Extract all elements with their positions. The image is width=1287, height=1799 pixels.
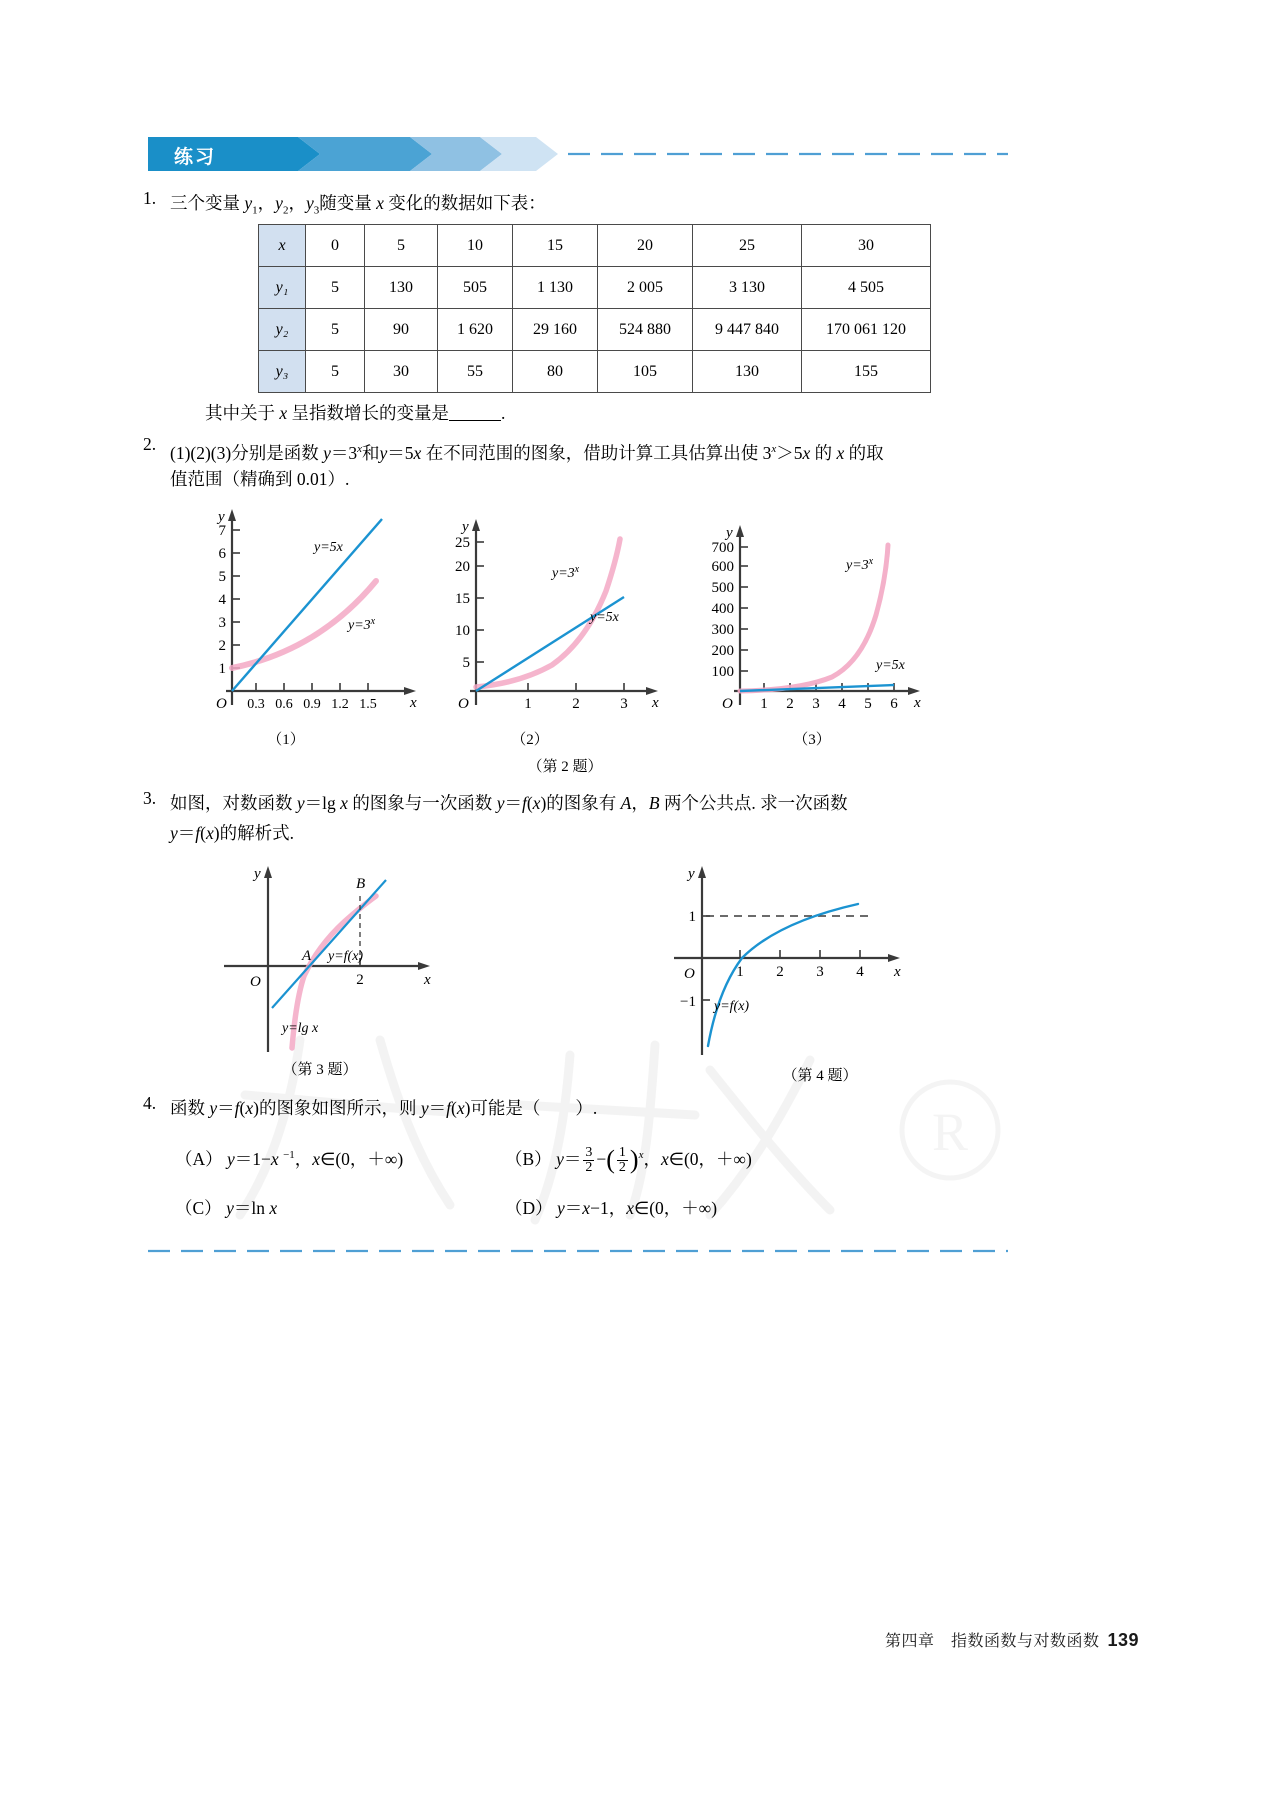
x-tick-labels: [736, 964, 864, 980]
q1-text-after: 变化的数据如下表：: [383, 193, 546, 213]
svg-text:1.2: 1.2: [331, 697, 349, 712]
cell: 2 005: [598, 267, 693, 309]
y-axis-label: y: [254, 866, 261, 882]
row-header-x: x: [259, 225, 306, 267]
y-axis-label: y: [688, 866, 695, 882]
curve-label-fx: y=f(x): [714, 999, 750, 1014]
x-tick-labels: [760, 696, 898, 712]
section-banner: [148, 137, 1008, 171]
svg-text:2: 2: [786, 696, 794, 712]
row-header-y3: y₃: [259, 351, 306, 393]
question-2-line1: (1)(2)(3)分别是函数 $y=3^x$和y＝5x 在不同范围的图象，借助计算工具估算出使 $3^x>5x$ 的 x 的取: [170, 442, 884, 463]
svg-text:200: 200: [711, 643, 734, 659]
option-A[interactable]: （A） y＝1−x $^{-1}$，x∈(0，＋∞): [175, 1148, 404, 1169]
svg-text:700: 700: [711, 540, 734, 556]
x-axis-label: x: [424, 972, 431, 988]
cell: 80: [513, 351, 598, 393]
question-3-figure-caption: （第 3 题）: [282, 1062, 358, 1078]
origin-label: O: [250, 974, 261, 990]
origin-label: O: [458, 696, 469, 712]
cell: 505: [438, 267, 513, 309]
svg-text:5: 5: [218, 569, 226, 585]
x-axis-label: x: [652, 695, 659, 711]
cell: 1 130: [513, 267, 598, 309]
cell: 25: [693, 225, 802, 267]
svg-text:5: 5: [462, 655, 470, 671]
curve-label-5x: y=5x: [876, 658, 905, 673]
svg-text:4: 4: [838, 696, 846, 712]
answer-blank[interactable]: [449, 420, 501, 421]
curve-label-3x: $y=3^x$: [552, 564, 580, 581]
cell: 1 620: [438, 309, 513, 351]
cell: 10: [438, 225, 513, 267]
svg-text:2: 2: [572, 696, 580, 712]
x-axis-label: x: [894, 964, 901, 980]
table-row: [259, 225, 931, 267]
svg-text:5: 5: [864, 696, 872, 712]
curve-label-3x: $y=3^x$: [348, 616, 376, 633]
question-2-line2: 值范围（精确到 0.01）.: [170, 469, 350, 489]
row-header-y2: y₂: [259, 309, 306, 351]
cell: 170 061 120: [802, 309, 931, 351]
svg-text:0.9: 0.9: [303, 697, 321, 712]
origin-label: O: [216, 696, 227, 712]
figure-2-2-caption: （2）: [511, 732, 549, 748]
option-B[interactable]: （B） y＝ $\frac{3}{2}$ −( $\frac{1}{2}$ )$^x$，x∈(0，＋∞): [505, 1144, 752, 1176]
x-tick-labels: [524, 696, 628, 712]
option-C[interactable]: （C） y＝ln x: [175, 1198, 278, 1218]
svg-text:10: 10: [455, 623, 470, 639]
row-header-y1: y₁: [259, 267, 306, 309]
table-row: [259, 351, 931, 393]
question-3-number: 3.: [143, 788, 157, 808]
cell: 15: [513, 225, 598, 267]
svg-text:3: 3: [812, 696, 820, 712]
cell: 3 130: [693, 267, 802, 309]
origin-label: O: [722, 696, 733, 712]
figure-2-1: [196, 505, 426, 720]
y-tick-labels: [219, 523, 227, 677]
cell: 90: [365, 309, 438, 351]
y-tick-labels: [712, 540, 735, 680]
question-4-number: 4.: [143, 1093, 157, 1113]
svg-text:400: 400: [711, 601, 734, 617]
figure-2-3: [680, 505, 940, 720]
question-1-text: 三个变量 $y_1$，$y_2$，$y_3$随变量 x 变化的数据如下表：: [170, 193, 546, 217]
svg-text:0.6: 0.6: [275, 697, 293, 712]
option-C-tag: （C）: [175, 1198, 222, 1218]
curve-y-fx: [272, 880, 386, 1008]
svg-text:7: 7: [218, 523, 226, 539]
svg-text:R: R: [931, 1102, 969, 1162]
curve-label-3x: $y=3^x$: [846, 556, 874, 573]
x-axis-label: x: [410, 695, 417, 711]
point-label-A: A: [302, 948, 312, 964]
point-label-B: B: [356, 876, 366, 892]
x-tick-label-2: 2: [356, 972, 364, 988]
svg-text:3: 3: [816, 964, 824, 980]
figure-2-3-caption: （3）: [793, 732, 831, 748]
option-A-tag: （A）: [175, 1148, 223, 1169]
page-footer: [885, 1628, 1139, 1651]
q1-text-mid: 随变量: [319, 193, 377, 213]
question-4-figure-caption: （第 4 题）: [782, 1068, 858, 1084]
cell: 5: [365, 225, 438, 267]
question-1-number: 1.: [143, 188, 157, 208]
q1-followup-suffix: 呈指数增长的变量是: [287, 403, 450, 423]
section-title: 练习: [174, 147, 217, 168]
footer-chapter: 第四章 指数函数与对数函数: [884, 1633, 1100, 1650]
svg-text:100: 100: [711, 664, 734, 680]
svg-text:4: 4: [218, 592, 226, 608]
svg-text:2: 2: [776, 964, 784, 980]
svg-text:20: 20: [455, 559, 470, 575]
curve-label-fx: y=f(x): [328, 949, 364, 964]
svg-text:3: 3: [218, 615, 226, 631]
cell: 55: [438, 351, 513, 393]
origin-label: O: [684, 966, 695, 982]
cell: 5: [306, 351, 365, 393]
cell: 20: [598, 225, 693, 267]
svg-text:1: 1: [736, 964, 744, 980]
x-axis-label: x: [914, 695, 921, 711]
cell: 155: [802, 351, 931, 393]
svg-text:4: 4: [856, 964, 864, 980]
svg-text:1.5: 1.5: [359, 697, 377, 712]
bottom-divider: [148, 1248, 1008, 1254]
option-D-tag: （D）: [505, 1198, 553, 1218]
option-D[interactable]: （D） y＝x−1，x∈(0，＋∞): [505, 1198, 718, 1218]
svg-text:500: 500: [711, 580, 734, 596]
svg-text:1: 1: [524, 696, 532, 712]
q1-followup-end: .: [501, 403, 506, 423]
svg-text:2: 2: [218, 638, 226, 654]
y-axis-label: y: [218, 509, 225, 525]
data-table: [258, 224, 931, 393]
question-3-line1: 如图，对数函数 y＝lg x 的图象与一次函数 y＝f(x)的图象有 A，B 两个公共点. 求一次函数: [170, 793, 848, 813]
cell: 130: [365, 267, 438, 309]
svg-text:600: 600: [711, 559, 734, 575]
q1-text-before: 三个变量: [170, 193, 245, 213]
cell: 4 505: [802, 267, 931, 309]
question-3-line2: y＝f(x)的解析式.: [170, 823, 294, 843]
cell: 30: [802, 225, 931, 267]
y-axis-label: y: [462, 519, 469, 535]
question-2-figure-caption: （第 2 题）: [527, 759, 603, 775]
svg-text:3: 3: [620, 696, 628, 712]
x-tick-labels: [247, 697, 377, 712]
table-row: [259, 267, 931, 309]
question-4-line1: 函数 y＝f(x)的图象如图所示，则 y＝f(x)可能是（ ）.: [170, 1098, 598, 1118]
y-tick-labels: [455, 535, 470, 671]
svg-text:6: 6: [218, 546, 226, 562]
figure-4: [650, 860, 930, 1060]
svg-text:0.3: 0.3: [247, 697, 265, 712]
y-tick-label-neg1: −1: [680, 994, 696, 1010]
question-1-followup: 其中关于 x 呈指数增长的变量是 .: [205, 403, 506, 423]
svg-text:6: 6: [890, 696, 898, 712]
figure-2-2: [440, 505, 670, 720]
svg-text:25: 25: [455, 535, 470, 551]
svg-text:15: 15: [455, 591, 470, 607]
y-axis-label: y: [726, 525, 733, 541]
svg-text:1: 1: [218, 661, 226, 677]
svg-text:1: 1: [760, 696, 768, 712]
cell: 105: [598, 351, 693, 393]
page-number: 139: [1107, 1630, 1139, 1650]
curve-label-5x: y=5x: [314, 540, 343, 555]
q1-followup-prefix: 其中关于: [205, 403, 280, 423]
cell: 5: [306, 309, 365, 351]
figure-2-1-caption: （1）: [267, 732, 305, 748]
curve-y-5x: [232, 519, 382, 691]
cell: 0: [306, 225, 365, 267]
y-tick-label-1: 1: [688, 909, 696, 925]
curve-label-5x: y=5x: [590, 610, 619, 625]
cell: 29 160: [513, 309, 598, 351]
curve-label-lgx: y=lg x: [282, 1021, 319, 1036]
cell: 5: [306, 267, 365, 309]
figure-3: [200, 860, 460, 1060]
cell: 30: [365, 351, 438, 393]
option-B-tag: （B）: [505, 1148, 552, 1169]
question-2-number: 2.: [143, 434, 157, 454]
cell: 130: [693, 351, 802, 393]
table-row: [259, 309, 931, 351]
cell: 524 880: [598, 309, 693, 351]
svg-text:300: 300: [711, 622, 734, 638]
cell: 9 447 840: [693, 309, 802, 351]
